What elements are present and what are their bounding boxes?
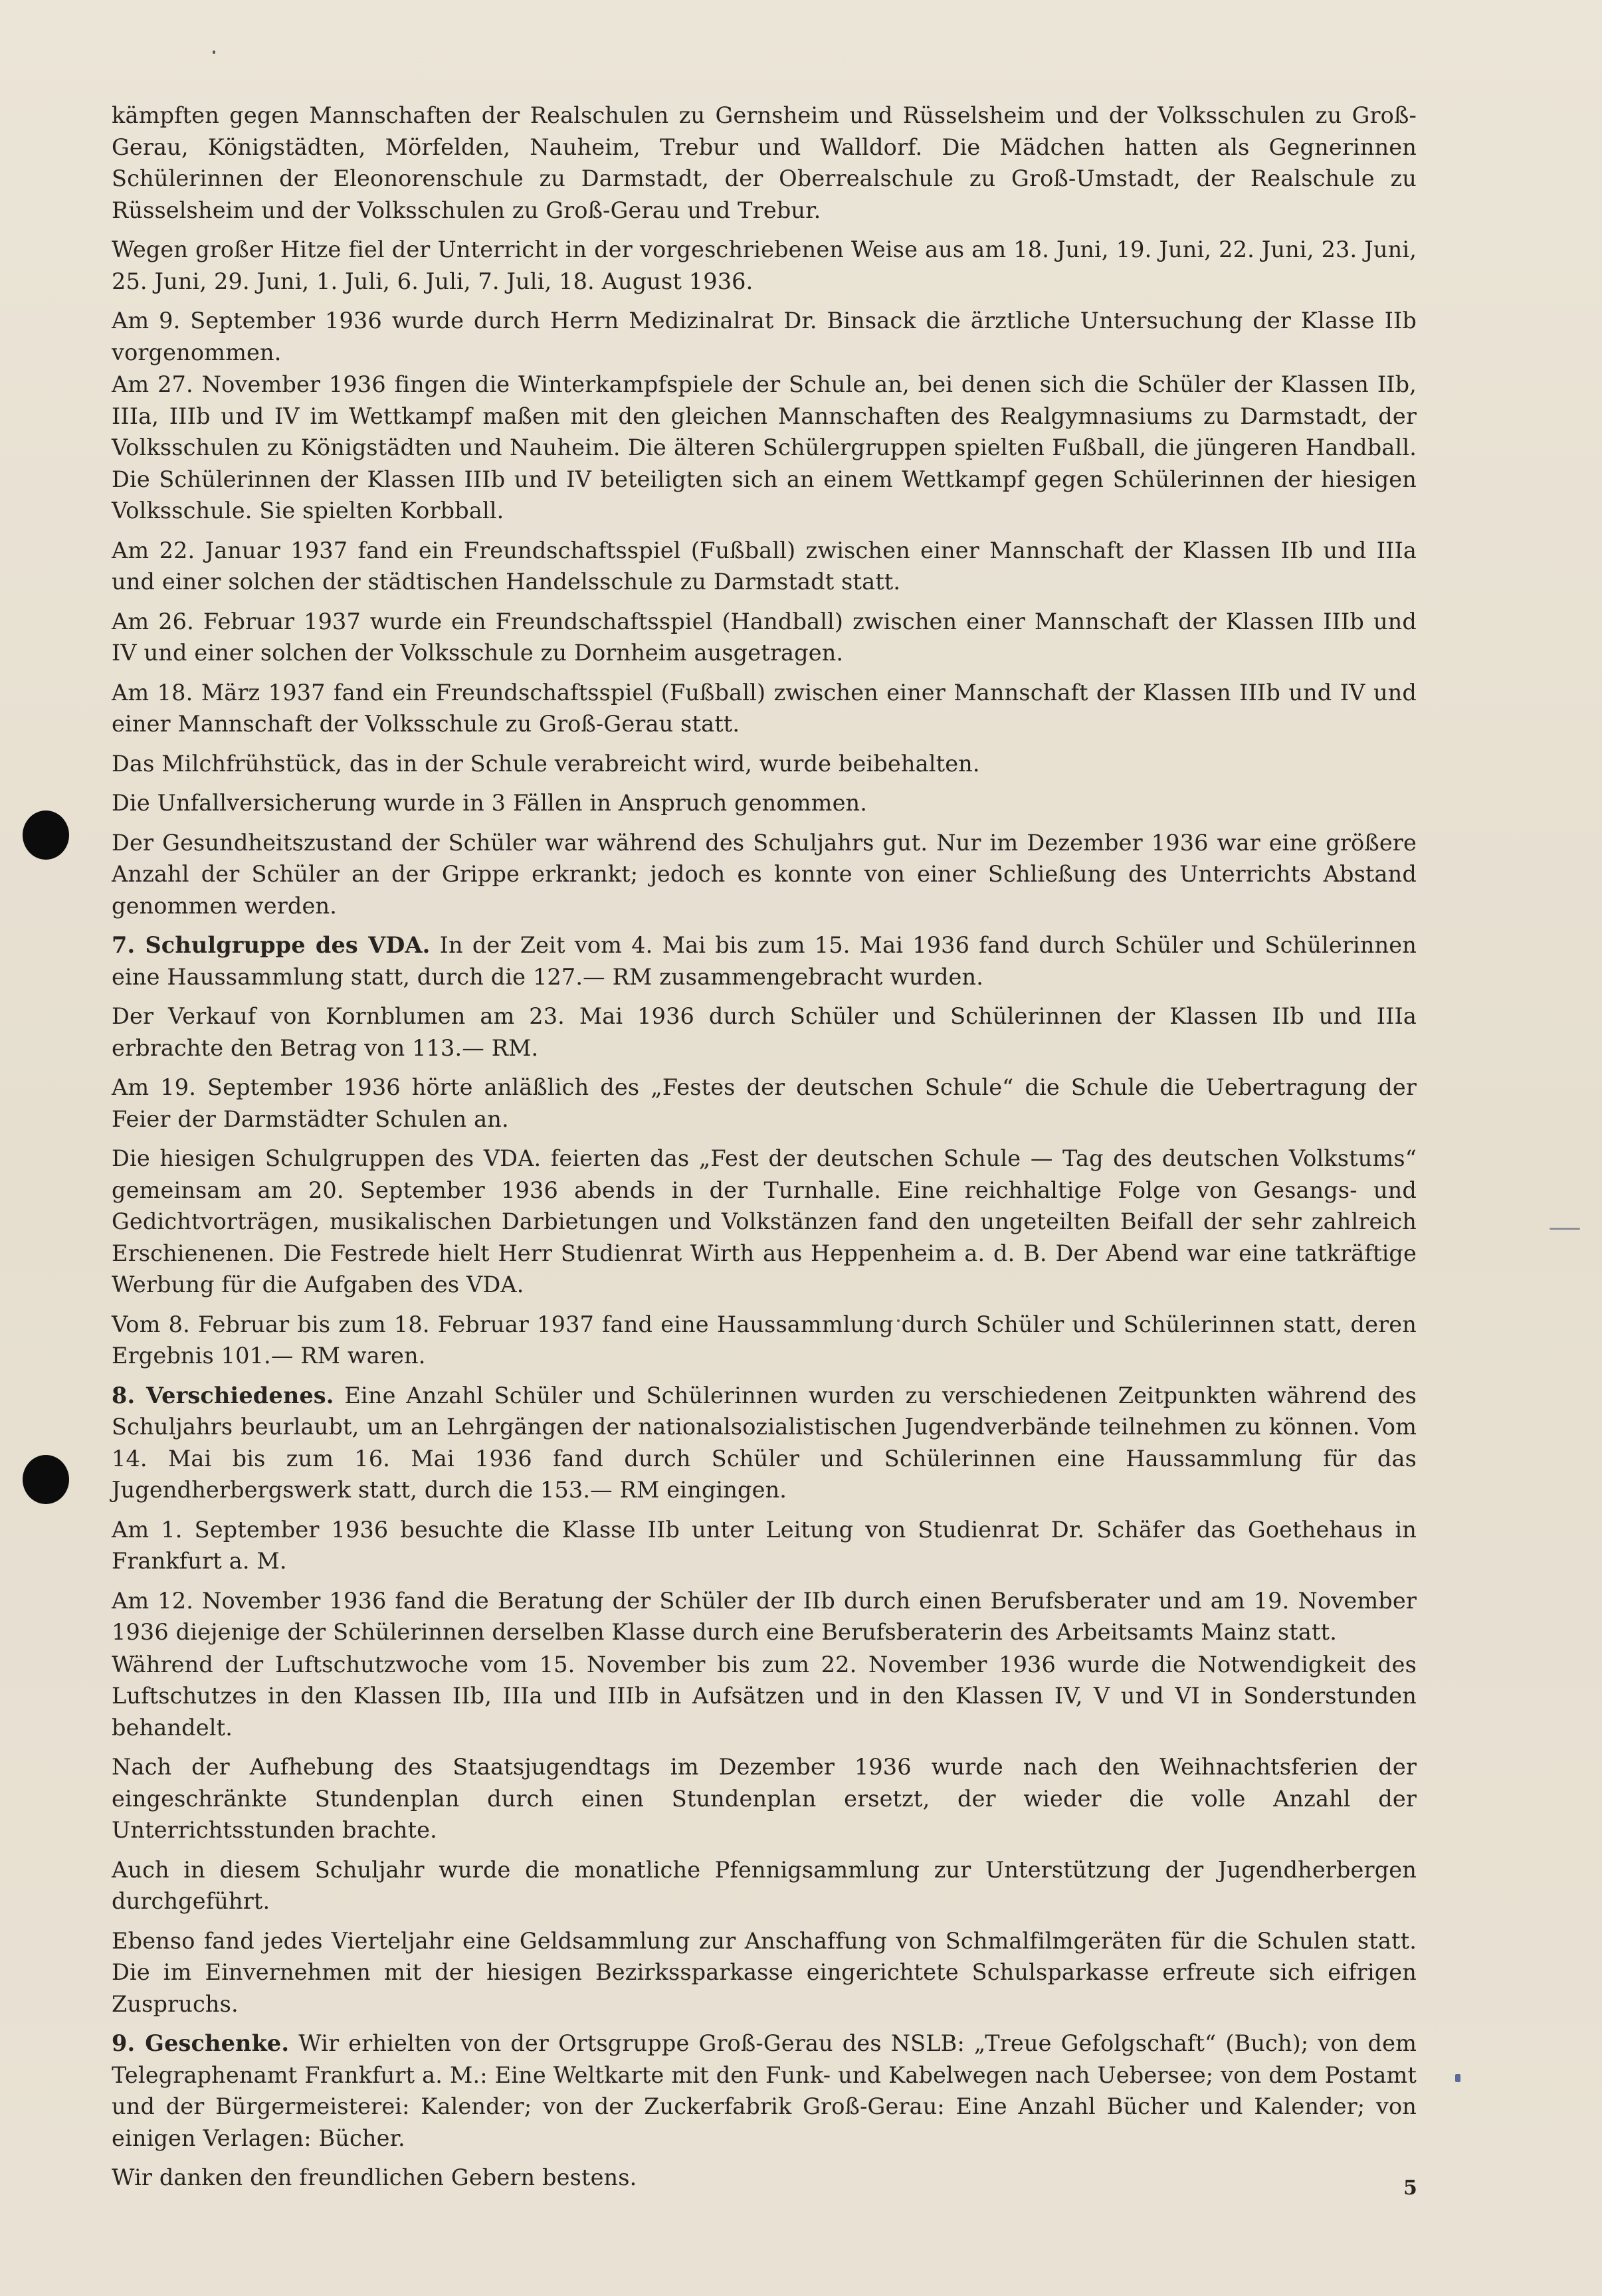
document-body bbox=[112, 100, 1417, 2202]
print-speck bbox=[1455, 2074, 1460, 2082]
paragraph: Der Gesundheitszustand der Schüler war während des Schuljahrs gut. Nur im Dezember 1936 war eine größere Anzahl der Schüler an der Grippe erkrankt; jedoch es konnte von einer Schließung des Unterrichts Abstand genommen werden. bbox=[112, 829, 1417, 919]
paragraph: Wegen großer Hitze fiel der Unterricht in der vorgeschriebenen Weise aus am 18. Juni, 19. Juni, 22. Juni, 23. Juni, 25. Juni, 29. Juni, 1. Juli, 6. Juli, 7. Juli, 18. August 1936. bbox=[112, 237, 1417, 294]
paragraph: Am 12. November 1936 fand die Beratung der Schüler der IIb durch einen Berufsberater und am 19. November 1936 diejenige der Schülerinnen derselben Klasse durch eine Berufsberaterin des Arbeitsamts Mainz statt. bbox=[112, 1587, 1417, 1645]
paragraph: Die hiesigen Schulgruppen des VDA. feierten das „Fest der deutschen Schule — Tag des deutschen Volkstums“ gemeinsam am 20. September 1936 abends in der Turnhalle. Eine reichhaltige Folge von Gesangs- und Gedichtvorträgen, musikalischen Darbietungen und Volkstänzen fand den ungeteilten Beifall der sehr zahlreich Erschienenen. Die Festrede hielt Herr Studienrat Wirth aus Heppenheim a. d. B. Der Abend war eine tatkräftige Werbung für die Aufgaben des VDA. bbox=[112, 1145, 1417, 1297]
page-number: 5 bbox=[1403, 2176, 1417, 2200]
section-vda bbox=[112, 929, 1417, 993]
paragraph: Der Verkauf von Kornblumen am 23. Mai 1936 durch Schüler und Schülerinnen der Klassen IIb und IIIa erbrachte den Betrag von 113.— RM. bbox=[112, 1003, 1417, 1061]
paragraph: Während der Luftschutzwoche vom 15. November bis zum 22. November 1936 wurde die Notwendigkeit des Luftschutzes in den Klassen IIb, IIIa und IIIb in Aufsätzen und in den Klassen IV, V und VI in Sonderstunden behandelt. bbox=[112, 1651, 1417, 1741]
paragraph: Am 19. September 1936 hörte anläßlich des „Festes der deutschen Schule“ die Schule die Uebertragung der Feier der Darmstädter Schulen an. bbox=[112, 1074, 1417, 1132]
paragraph: Die Unfallversicherung wurde in 3 Fällen in Anspruch genommen. bbox=[112, 790, 868, 816]
paragraph: Am 9. September 1936 wurde durch Herrn Medizinalrat Dr. Binsack die ärztliche Untersuchung der Klasse IIb vorgenommen. bbox=[112, 308, 1417, 365]
section-heading: 8. Verschiedenes. bbox=[112, 1382, 334, 1408]
section-geschenke bbox=[112, 2028, 1417, 2154]
paragraph: Am 22. Januar 1937 fand ein Freundschaftsspiel (Fußball) zwischen einer Mannschaft der Klassen IIb und IIIa und einer solchen der städtischen Handelsschule zu Darmstadt statt. bbox=[112, 537, 1417, 595]
section-text: In der Zeit vom 4. Mai bis zum 15. Mai 1936 fand durch Schüler und Schülerinnen eine Haussammlung statt, durch die 127.— RM zusammengebracht wurden. bbox=[112, 932, 1417, 990]
paragraph: Wir danken den freundlichen Gebern bestens. bbox=[112, 2164, 637, 2190]
paragraph: Nach der Aufhebung des Staatsjugendtags im Dezember 1936 wurde nach den Weihnachtsferien der eingeschränkte Stundenplan durch einen Stundenplan ersetzt, der wieder die volle Anzahl der Unterrichtsstunden brachte. bbox=[112, 1754, 1417, 1843]
paragraph: Auch in diesem Schuljahr wurde die monatliche Pfennigsammlung zur Unterstützung der Jugendherbergen durchgeführt. bbox=[112, 1856, 1417, 1914]
section-verschiedenes bbox=[112, 1380, 1417, 1506]
print-speck bbox=[1550, 1228, 1580, 1230]
paragraph: Am 18. März 1937 fand ein Freundschaftsspiel (Fußball) zwischen einer Mannschaft der Klassen IIIb und IV und einer Mannschaft der Volksschule zu Groß-Gerau statt. bbox=[112, 679, 1417, 737]
section-text: Eine Anzahl Schüler und Schülerinnen wurden zu verschiedenen Zeitpunkten während des Schuljahrs beurlaubt, um an Lehrgängen der nationalsozialistischen Jugendverbände teilnehmen zu können. Vom 14. Mai bis zum 16. Mai 1936 fand durch Schüler und Schülerinnen eine Haussammlung für das Jugendherbergswerk statt, durch die 153.— RM eingingen. bbox=[112, 1382, 1417, 1503]
section-heading: 7. Schulgruppe des VDA. bbox=[112, 932, 431, 958]
paragraph: Am 26. Februar 1937 wurde ein Freundschaftsspiel (Handball) zwischen einer Mannschaft der Klassen IIIb und IV und einer solchen der Volksschule zu Dornheim ausgetragen. bbox=[112, 608, 1417, 666]
paragraph: Am 27. November 1936 fingen die Winterkampfspiele der Schule an, bei denen sich die Schüler der Klassen IIb, IIIa, IIIb und IV im Wettkampf maßen mit den gleichen Mannschaften des Realgymnasiums zu Darmstadt, der Volksschulen zu Königstädten und Nauheim. Die älteren Schülergruppen spielten Fußball, die jüngeren Handball. Die Schülerinnen der Klassen IIIb und IV beteiligten sich an einem Wettkampf gegen Schülerinnen der hiesigen Volksschule. Sie spielten Korbball. bbox=[112, 371, 1417, 524]
paragraph: kämpften gegen Mannschaften der Realschulen zu Gernsheim und Rüsselsheim und der Volksschulen zu Groß-Gerau, Königstädten, Mörfelden, Nauheim, Trebur und Walldorf. Die Mädchen hatten als Gegnerinnen Schülerinnen der Eleonorenschule zu Darmstadt, der Oberrealschule zu Groß-Umstadt, der Realschule zu Rüsselsheim und der Volksschulen zu Groß-Gerau und Trebur. bbox=[112, 102, 1417, 223]
punch-hole-icon bbox=[23, 1455, 69, 1504]
section-heading: 9. Geschenke. bbox=[112, 2030, 290, 2056]
paragraph: Das Milchfrühstück, das in der Schule verabreicht wird, wurde beibehalten. bbox=[112, 750, 980, 777]
print-speck bbox=[213, 50, 215, 54]
paragraph: Ebenso fand jedes Vierteljahr eine Geldsammlung zur Anschaffung von Schmalfilmgeräten für die Schulen statt. Die im Einvernehmen mit der hiesigen Bezirkssparkasse eingerichtete Schulsparkasse erfreute sich eifrigen Zuspruchs. bbox=[112, 1927, 1417, 2017]
paragraph: Am 1. September 1936 besuchte die Klasse IIb unter Leitung von Studienrat Dr. Schäfer das Goethehaus in Frankfurt a. M. bbox=[112, 1516, 1417, 1574]
paragraph: Vom 8. Februar bis zum 18. Februar 1937 fand eine Haussammlung durch Schüler und Schülerinnen statt, deren Ergebnis 101.— RM waren. bbox=[112, 1311, 1417, 1369]
punch-hole-icon bbox=[23, 811, 69, 860]
section-text: Wir erhielten von der Ortsgruppe Groß-Gerau des NSLB: „Treue Gefolgschaft“ (Buch); von dem Telegraphenamt Frankfurt a. M.: Eine Weltkarte mit den Funk- und Kabelwegen nach Uebersee; von dem Postamt und der Bürgermeisterei: Kalender; von der Zuckerfabrik Groß-Gerau: Eine Anzahl Bücher und Kalender; von einigen Verlagen: Bücher. bbox=[112, 2030, 1417, 2151]
